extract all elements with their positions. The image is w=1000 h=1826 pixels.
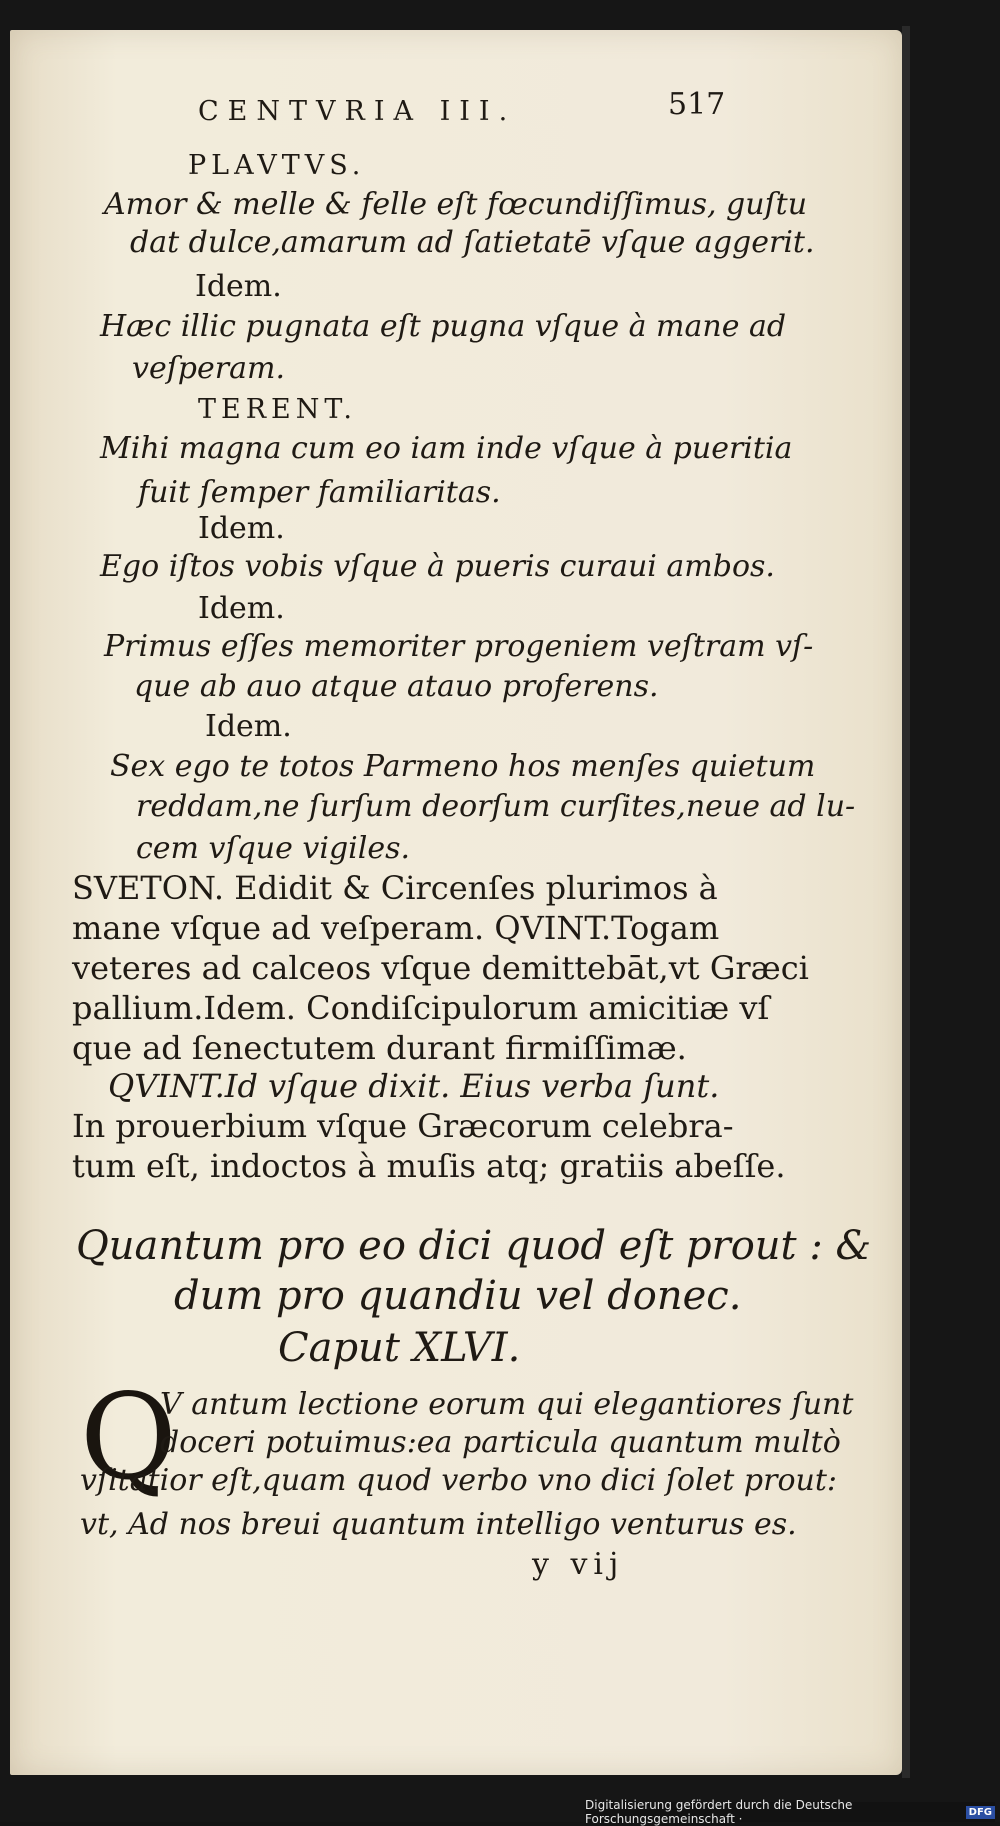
footer-text: Digitalisierung gefördert durch die Deutsche Forschungsgemeinschaft · bbox=[585, 1798, 853, 1826]
text-line: doceri potuimus:ea particula quantum multò bbox=[160, 1425, 841, 1460]
text-line: Ego iſtos vobis vſque à pueris curaui ambos. bbox=[100, 549, 775, 584]
text-line: Amor & melle & felle eſt fœcundiſſimus, guſtu bbox=[104, 187, 808, 222]
running-head: CENTVRIA III. bbox=[198, 96, 517, 127]
text-line: Primus eſſes memoriter progeniem veſtram vſ- bbox=[104, 629, 814, 664]
text-line: pallium.Idem. Condiſcipulorum amicitiæ vſ bbox=[72, 989, 770, 1027]
text-line: vt, Ad nos breui quantum intelligo venturus es. bbox=[80, 1507, 797, 1542]
idem-heading: Idem. bbox=[205, 709, 292, 744]
speaker-heading: TERENT. bbox=[198, 394, 358, 425]
text-line: QVINT.Id vſque dixit. Eius verba ſunt. bbox=[108, 1067, 720, 1105]
text-line: dat dulce,amarum ad ſatietatē vſque aggerit. bbox=[130, 225, 815, 260]
text-line: vſitatior eſt,quam quod verbo vno dici ſolet prout: bbox=[80, 1463, 837, 1498]
chapter-title: dum pro quandiu vel donec. bbox=[174, 1273, 742, 1319]
text-line: SVETON. Edidit & Circenſes plurimos à bbox=[72, 869, 718, 907]
text-line: que ad ſenectutem durant firmiſſimæ. bbox=[72, 1029, 687, 1067]
text-line: Sex ego te totos Parmeno hos menſes quietum bbox=[110, 749, 816, 784]
drop-cap: Q bbox=[80, 1368, 177, 1506]
text-line: cem vſque vigiles. bbox=[136, 831, 411, 866]
dfg-logo: DFG bbox=[966, 1806, 995, 1819]
text-line: veteres ad calceos vſque demittebāt,vt Græci bbox=[72, 949, 809, 987]
text-line: tum eſt, indoctos à muſis atq; gratiis abeſſe. bbox=[72, 1147, 786, 1185]
page-edge bbox=[902, 26, 910, 1778]
idem-heading: Idem. bbox=[198, 591, 285, 626]
text-line: Hæc illic pugnata eſt pugna vſque à mane ad bbox=[100, 309, 787, 344]
chapter-title: Quantum pro eo dici quod eſt prout : & bbox=[76, 1223, 872, 1269]
page-number: 517 bbox=[668, 87, 726, 122]
text-line: reddam,ne ſurſum deorſum curſites,neue ad lu- bbox=[136, 789, 856, 824]
chapter-heading: Caput XLVI. bbox=[278, 1325, 521, 1371]
idem-heading: Idem. bbox=[198, 511, 285, 546]
text-line: mane vſque ad veſperam. QVINT.Togam bbox=[72, 909, 720, 947]
digitization-footer bbox=[585, 1798, 995, 1826]
speaker-heading: PLAVTVS. bbox=[188, 150, 366, 181]
signature-mark: y vij bbox=[532, 1547, 625, 1582]
text-line: In prouerbium vſque Græcorum celebra- bbox=[72, 1107, 734, 1145]
text-line: V antum lectione eorum qui elegantiores ſunt bbox=[160, 1387, 854, 1422]
idem-heading: Idem. bbox=[195, 269, 282, 304]
text-line: veſperam. bbox=[132, 351, 285, 386]
text-line: que ab auo atque atauo proferens. bbox=[134, 669, 659, 704]
text-line: Mihi magna cum eo iam inde vſque à pueritia bbox=[100, 431, 793, 466]
text-line: fuit ſemper familiaritas. bbox=[138, 475, 501, 510]
